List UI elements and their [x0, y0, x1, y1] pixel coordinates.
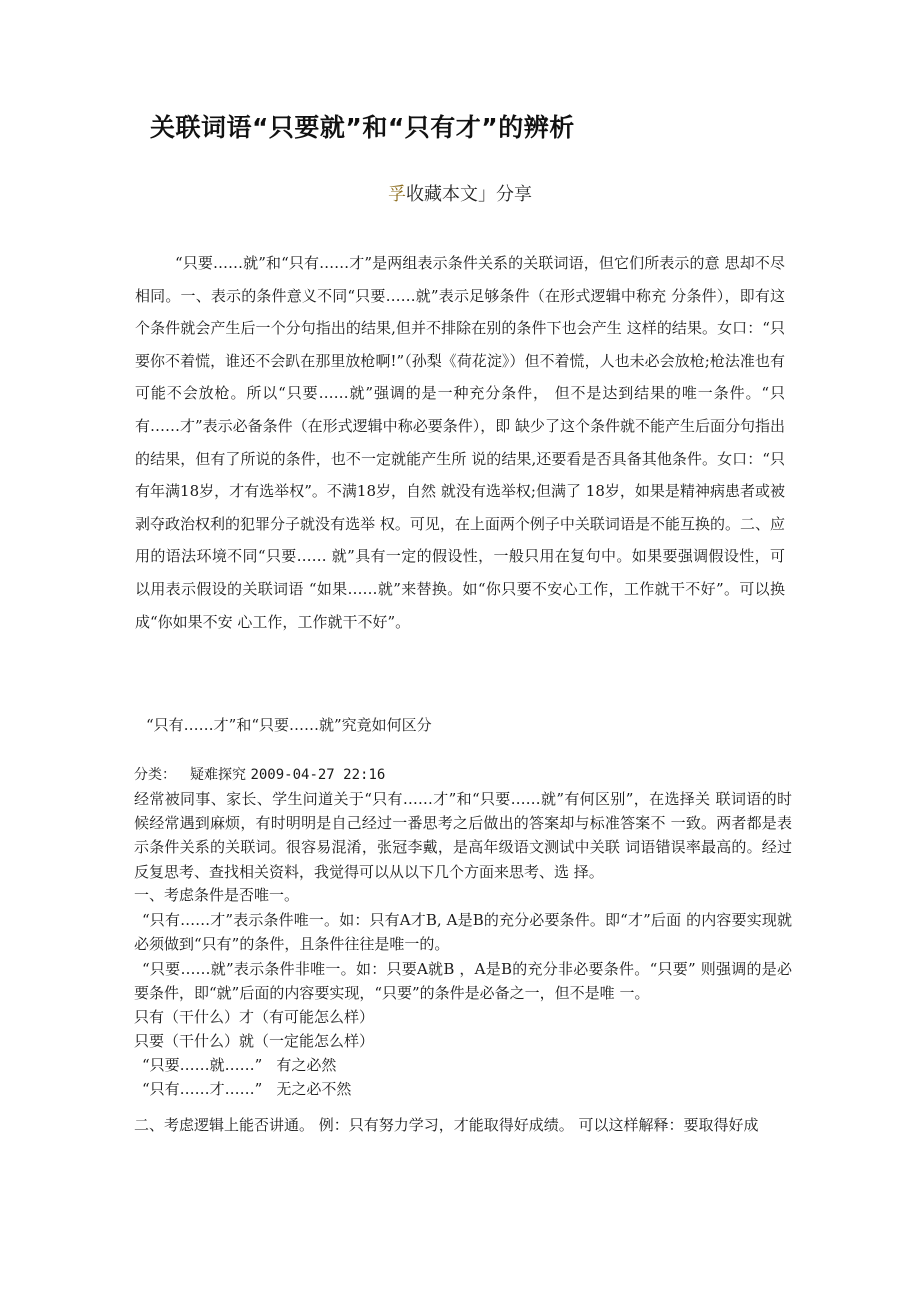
bookmark-icon[interactable]: 孚 [388, 184, 406, 205]
pattern-only: 只有（干什么）才（有可能怎么样） [134, 1008, 375, 1026]
pattern-only-summary [142, 1077, 351, 1101]
article-body [135, 247, 785, 638]
category-label: 分类： [134, 767, 176, 783]
intro-paragraph: 经常被同事、家长、学生问道关于“只有……才”和“只要……就”有何区别”，在选择关 联词语的时候经常遇到麻烦，有时明明是自己经过一番思考之后做出的答案却与标准答案不 一致。两者都是表示条件关系的关联词。很容易混淆，张冠李戴，是高年级语文测试中关联 词语错误率最高的。经过反复思考、查找相关资料，我觉得可以从以下几个方面来思考、选 择。 [134, 790, 792, 881]
post-timestamp: 2009-04-27 22:16 [250, 767, 386, 783]
section-heading: “只有……才”和“只要……就”究竟如何区分 [146, 716, 432, 734]
document-title: 关联词语“只要就”和“只有才”的辨析 [150, 113, 575, 142]
point-one-title: 一、考虑条件是否唯一。 [134, 886, 300, 904]
pattern-just: 只要（干什么）就（一定能怎么样） [134, 1032, 375, 1050]
pattern-only-form: “只有……才……” [142, 1080, 263, 1098]
post-meta [134, 763, 792, 787]
share-bar[interactable] [388, 180, 532, 206]
just-explanation: “只要……就”表示条件非唯一。如：只要A就B ，A是B的充分非必要条件。“只要” 则强调的是必要条件，即“就”后面的内容要实现，“只要”的条件是必备之一，但不是唯 一。 [134, 960, 792, 1003]
pattern-only-meaning: 无之必不然 [276, 1080, 352, 1098]
only-explanation: “只有……才”表示条件唯一。如：只有A才B, A是B的充分必要条件。即“才”后面 的内容要实现就必须做到“只有”的条件，且条件往往是唯一的。 [134, 911, 792, 954]
pattern-just-form: “只要……就……” [142, 1056, 263, 1074]
share-label[interactable]: 收藏本文」分享 [406, 184, 532, 205]
point-two-text: 二、考虑逻辑上能否讲通。 例：只有努力学习，才能取得好成绩。 可以这样解释：要取得好成 [134, 1116, 759, 1134]
category-value: 疑难探究 [190, 767, 246, 783]
article-body-text: “只要……就”和“只有……才”是两组表示条件关系的关联词语，但它们所表示的意 思却不尽相同。一、表示的条件意义不同“只要……就”表示足够条件（在形式逻辑中称充 分条件），即有这个条件就会产生后一个分句指出的结果,但并不排除在别的条件下也会产生 这样的结果。女口：“只要你不着慌，谁还不会趴在那里放枪啊!”（孙梨《荷花淀》）但不着慌，人也未必会放枪;枪法准也有可能不会放枪。所以“只要……就”强调的是一种充分条件， 但不是达到结果的唯一条件。“只有……才”表示必备条件（在形式逻辑中称必要条件），即 缺少了这个条件就不能产生后面分句指出的结果，但有了所说的条件，也不一定就能产生所 说的结果,还要看是否具备其他条件。女口：“只有年满18岁，才有选举权”。不满18岁，自然 就没有选举权;但满了 18岁，如果是精神病患者或被剥夺政治权利的犯罪分子就没有选举 权。可见，在上面两个例子中关联词语是不能互换的。二、应用的语法环境不同“只要…… 就”具有一定的假设性，一般只用在复句中。如果要强调假设性，可以用表示假设的关联词语 “如果……就”来替换。如“你只要不安心工作，工作就干不好”。可以换成“你如果不安 心工作，工作就干不好”。 [135, 254, 785, 631]
pattern-just-meaning: 有之必然 [276, 1056, 337, 1074]
pattern-just-summary [142, 1053, 336, 1077]
